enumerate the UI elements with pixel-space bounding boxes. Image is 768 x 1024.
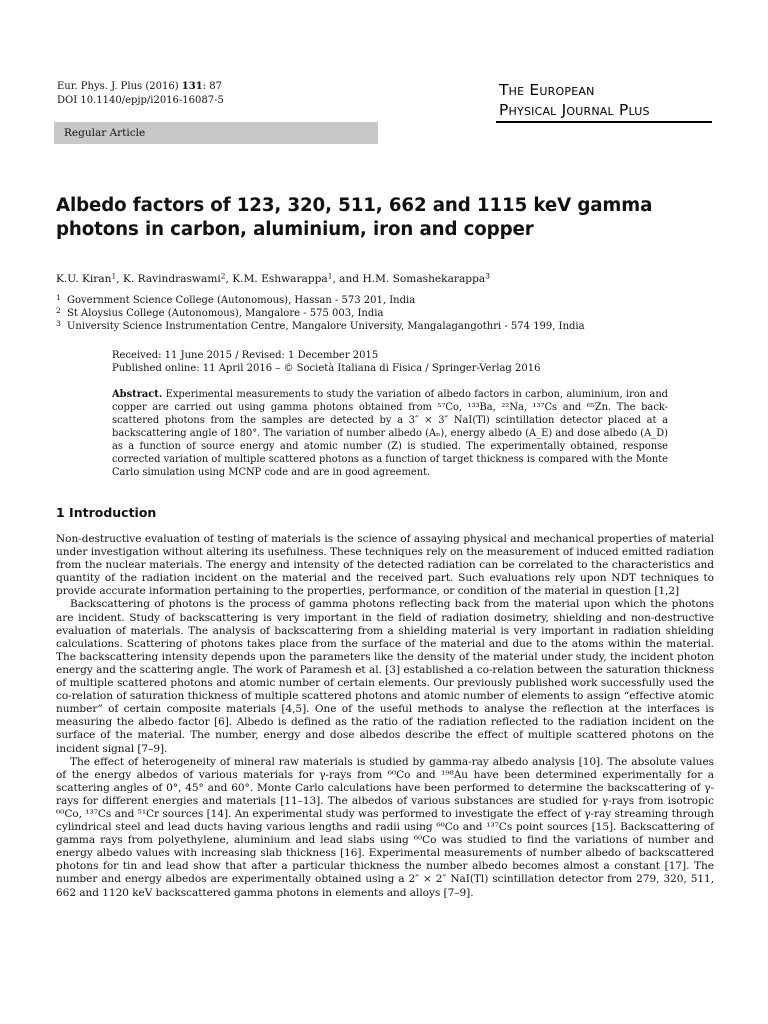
- author-name: K.M. Eshwarappa: [232, 273, 328, 285]
- journal-name: [499, 80, 711, 120]
- affiliation-3-text: University Science Instrumentation Centre, Mangalore University, Mangalagangothri - 574 199, India: [67, 321, 585, 332]
- author-name: K.U. Kiran: [56, 273, 112, 285]
- affiliation-1-num: 1: [56, 293, 61, 302]
- citation-journal: Eur. Phys. J. Plus (2016): [57, 81, 179, 92]
- abstract-label: Abstract.: [112, 389, 163, 400]
- author-affiliation-mark: 2: [220, 271, 226, 281]
- affiliation-2-text: St Aloysius College (Autonomous), Mangalore - 575 003, India: [67, 308, 384, 319]
- author-separator: , and: [332, 273, 363, 285]
- affiliation-2: [56, 307, 383, 320]
- citation-line: [57, 80, 222, 94]
- paragraph: The effect of heterogeneity of mineral raw materials is studied by gamma-ray albedo analysis [10]. The absolute values of the energy albedos of various materials for γ-rays from ⁶⁰Co and ¹⁹⁸Au have been determined experimentally for a scattering angles of 0°, 45° and 60°. Monte Carlo calculations have been performed to determine the backscattering of γ-rays for different energies and materials [11–13]. The albedos of various substances are studied for γ-rays from isotropic ⁶⁰Co, ¹³⁷Cs and ⁵¹Cr sources [14]. An experimental study was performed to investigate the effect of γ-ray streaming through cylindrical steel and lead ducts having various lengths and radii using ⁶⁰Co and ¹³⁷Cs point sources [15]. Backscattering of gamma rays from polyethylene, aluminium and lead slabs using ⁶⁰Co was studied to find the variations of number and energy albedo values with increasing slab thickness [16]. Experimental measurements of number albedo of backscattered photons for tin and lead show that after a particular thickness the number albedo becomes almost a constant [17]. The number and energy albedos are experimentally obtained using a 2″ × 2″ NaI(Tl) scintillation detector from 279, 320, 511, 662 and 1120 keV backscattered gamma photons in elements and alloys [7–9].: [56, 755, 714, 899]
- journal-name-line1: The European: [499, 81, 595, 99]
- author-affiliation-mark: 1: [327, 271, 333, 281]
- affiliation-3: [56, 320, 585, 333]
- affiliation-2-num: 2: [56, 306, 61, 315]
- paragraph: Backscattering of photons is the process of gamma photons reflecting back from the material upon which the photons are incident. Study of backscattering is very important in the field of radiation dosimetry, shielding and non-destructive evaluation of materials. The analysis of backscattering from a shielding material is very important in radiation shielding calculations. Scattering of photons takes place from the surface of the material and due to the atoms within the material. The backscattering intensity depends upon the parameters like the density of the material under study, the incident photon energy and the scattering angle. The work of Paramesh et al. [3] established a co-relation between the saturation thickness of multiple scattered photons and atomic number of certain elements. Our previously published work successfully used the co-relation of saturation thickness of multiple scattered photons and atomic number of elements to assign “effective atomic number” of certain composite materials [4,5]. One of the useful methods to analyse the reflection at the interfaces is measuring the albedo factor [6]. Albedo is defined as the ratio of the radiation reflected to the radiation incident on the surface of the material. The number, energy and dose albedos describe the effect of multiple scattered photons on the incident signal [7–9].: [56, 598, 714, 755]
- author-name: H.M. Somashekarappa: [362, 273, 486, 285]
- author-name: K. Ravindraswami: [122, 273, 221, 285]
- received-date: Received: 11 June 2015 / Revised: 1 December 2015: [112, 350, 379, 361]
- doi[interactable]: DOI 10.1140/epjp/i2016-16087-5: [57, 95, 224, 106]
- author-affiliation-mark: 1: [111, 271, 117, 281]
- abstract: [112, 388, 668, 479]
- affiliation-1-text: Government Science College (Autonomous), Hassan - 573 201, India: [67, 295, 416, 306]
- section-body: [56, 533, 714, 900]
- affiliation-3-num: 3: [56, 319, 61, 328]
- journal-rule: [496, 121, 712, 123]
- affiliation-1: [56, 294, 415, 307]
- article-type-label: Regular Article: [64, 127, 146, 139]
- published-date: Published online: 11 April 2016 – © Società Italiana di Fisica / Springer-Verlag 2016: [112, 363, 541, 374]
- author-affiliation-mark: 3: [485, 271, 490, 281]
- paragraph: Non-destructive evaluation of testing of materials is the science of assaying physical and mechanical properties of material under investigation without altering its usefulness. These techniques rely on the measurement of induced emitted radiation from the nuclear materials. The energy and intensity of the detected radiation can be correlated to the characteristics and quantity of the radiation incident on the material and the received part. Such evaluations rely upon NDT techniques to provide accurate information pertaining to the properties, performance, or condition of the material in question [1,2]: [56, 533, 714, 598]
- citation-page: : 87: [202, 81, 222, 92]
- journal-name-line2: Physical Journal Plus: [499, 101, 650, 119]
- author-separator: ,: [116, 273, 123, 285]
- author-list: [56, 272, 490, 286]
- author-separator: ,: [225, 273, 233, 285]
- paper-title: Albedo factors of 123, 320, 511, 662 and 1115 keV gamma photons in carbon, aluminium, iron and copper: [56, 195, 653, 240]
- citation-volume: 131: [181, 81, 203, 92]
- abstract-text: Experimental measurements to study the variation of albedo factors in carbon, aluminium, iron and copper are carried out using gamma photons obtained from ⁵⁷Co, ¹³³Ba, ²²Na, ¹³⁷Cs and ⁶⁵Zn. The back-scattered photons from the samples are detected by a 3″ × 3″ NaI(Tl) scintillation detector placed at a backscattering angle of 180°. The variation of number albedo (Aₙ), energy albedo (A_E) and dose albedo (A_D) as a function of source energy and atomic number (Z) is studied. The experimentally obtained, response corrected variation of multiple scattered photons as a function of target thickness is compared with the Monte Carlo simulation using MCNP code and are in good agreement.: [112, 389, 668, 478]
- section-heading: 1 Introduction: [56, 505, 157, 520]
